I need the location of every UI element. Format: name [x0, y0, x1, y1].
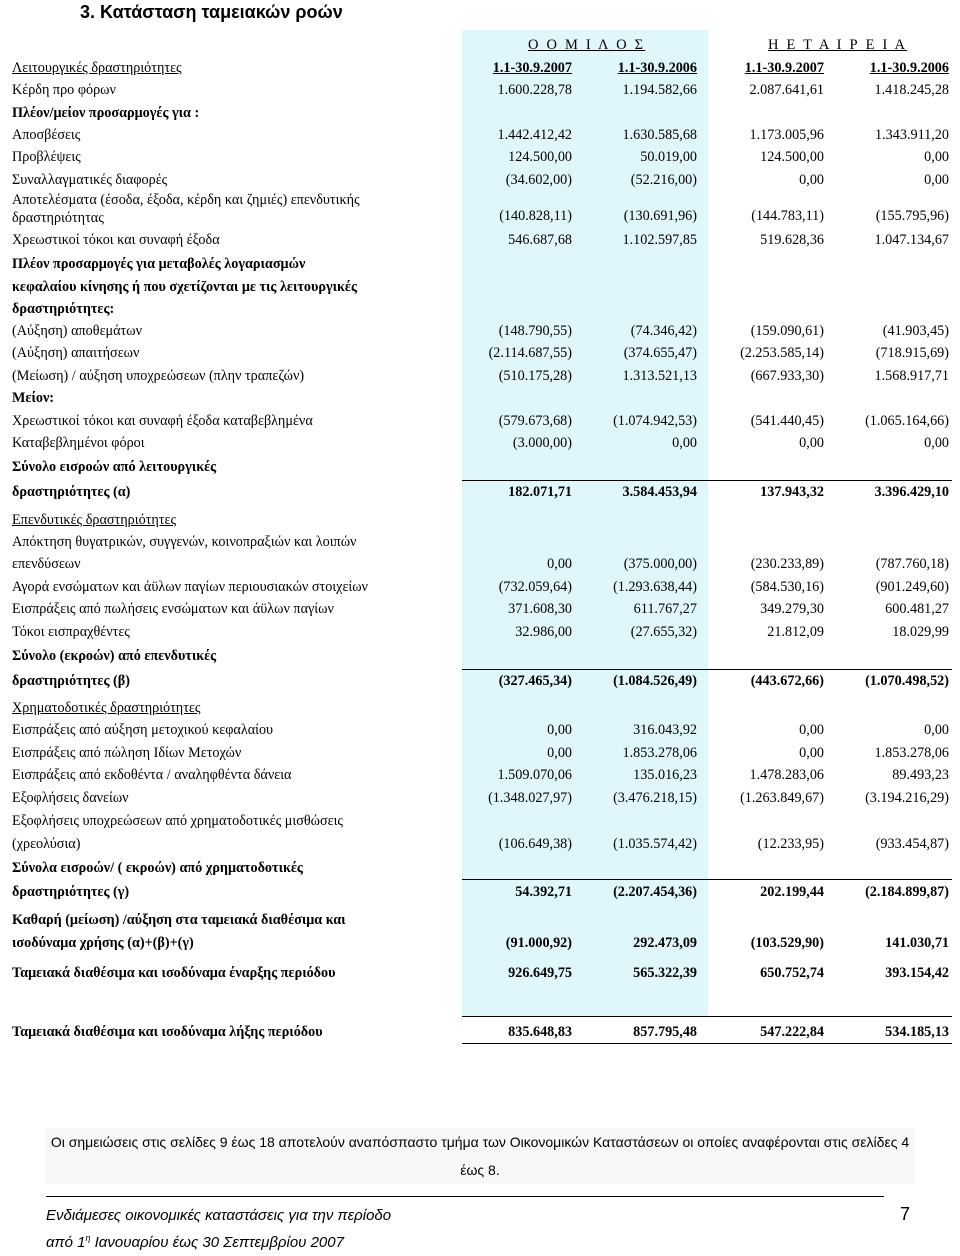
table-row	[0, 787, 960, 809]
group-2007-value: 32.986,00	[515, 624, 572, 640]
group-2007-value: (148.790,55)	[498, 323, 572, 339]
group-2007-value: 0,00	[547, 745, 572, 761]
company-2007-value: 1.478.283,06	[749, 767, 824, 783]
table-row	[0, 481, 960, 503]
company-2006-value: 0,00	[924, 149, 949, 165]
table-row	[0, 146, 960, 168]
row-label: Χρηματοδοτικές δραστηριότητες	[12, 700, 201, 716]
table-row	[0, 456, 960, 478]
group-2007-value: (579.673,68)	[498, 413, 572, 429]
company-2006-value: 0,00	[924, 722, 949, 738]
row-label: Αποσβέσεις	[12, 127, 81, 143]
group-2007-value: (1.348.027,97)	[488, 790, 572, 806]
company-2006-value: (41.903,45)	[882, 323, 949, 339]
row-label: κεφαλαίου κίνησης ή που σχετίζονται με τις λειτουργικές	[12, 279, 357, 295]
group-2006-value: 50.019,00	[640, 149, 697, 165]
group-2006-value: (3.476.218,15)	[613, 790, 697, 806]
company-2006-value: 534.185,13	[885, 1024, 949, 1040]
group-2006-value: (74.346,42)	[630, 323, 697, 339]
company-2006-value: (155.795,96)	[875, 208, 949, 224]
company-2007-value: 0,00	[799, 745, 824, 761]
row-label: (Μείωση) / αύξηση υποχρεώσεων (πλην τραπεζών)	[12, 368, 305, 384]
company-2007-value: 2.087.641,61	[749, 82, 824, 98]
group-2006-value: 3.584.453,94	[622, 484, 697, 500]
company-2007-value: 547.222,84	[760, 1024, 824, 1040]
table-row	[0, 253, 960, 275]
row-label: Σύνολο (εκροών) από επενδυτικές	[12, 648, 217, 664]
table-row	[0, 57, 960, 79]
group-2006-value: 1.194.582,66	[622, 82, 697, 98]
table-row	[0, 881, 960, 903]
group-2006-value: 1.313.521,13	[622, 368, 697, 384]
company-2006-value: 18.029,99	[892, 624, 949, 640]
group-2007-value: (3.000,00)	[512, 435, 572, 451]
company-2007-value: (667.933,30)	[750, 368, 824, 384]
company-2006-value: 1.568.917,71	[874, 368, 949, 384]
table-row	[0, 697, 960, 719]
footer-rule	[46, 1196, 884, 1197]
row-label: Απόκτηση θυγατρικών, συγγενών, κοινοπραξιών και λοιπών	[12, 534, 357, 550]
group-2007-value: 0,00	[547, 556, 572, 572]
company-2007-value: (2.253.585,14)	[740, 345, 824, 361]
group-2006-value: 1.102.597,85	[622, 232, 697, 248]
row-label: Εισπράξεις από πώληση Ιδίων Μετοχών	[12, 745, 242, 761]
group-2006-value: (375.000,00)	[623, 556, 697, 572]
page-number: 7	[900, 1204, 911, 1224]
table-row	[0, 857, 960, 879]
group-2006-value: 857.795,48	[633, 1024, 697, 1040]
company-2006-value: (787.760,18)	[875, 556, 949, 572]
company-2006-value: (1.065.164,66)	[865, 413, 949, 429]
row-label: δραστηριότητες (α)	[12, 484, 131, 500]
row-label: Ταμειακά διαθέσιμα και ισοδύναμα λήξης περιόδου	[12, 1024, 323, 1040]
group-2007-value: (91.000,92)	[505, 935, 572, 951]
group-2006-value: (1.293.638,44)	[613, 579, 697, 595]
row-label: Αποτελέσματα (έσοδα, έξοδα, κέρδη και ζημιές) επενδυτικής δραστηριότητας	[12, 192, 360, 226]
table-row	[0, 621, 960, 643]
company-2006-value: 1.1-30.9.2006	[869, 60, 949, 76]
company-2007-value: 1.1-30.9.2007	[744, 60, 824, 76]
company-2007-value: 0,00	[799, 172, 824, 188]
company-2006-value: 3.396.429,10	[874, 484, 949, 500]
table-row	[0, 810, 960, 832]
row-label: Πλέον/μείον προσαρμογές για :	[12, 105, 200, 121]
table-row	[0, 576, 960, 598]
row-label: Ταμειακά διαθέσιμα και ισοδύναμα έναρξης περιόδου	[12, 965, 336, 981]
footer-period-line2: από $1^\eta$ Ιανουαρίου έως 30 Σεπτεμβρίου 2007	[46, 1233, 344, 1251]
table-row	[0, 79, 960, 101]
group-2006-value: 1.630.585,68	[622, 127, 697, 143]
row-label: (Αύξηση) απαιτήσεων	[12, 345, 140, 361]
company-2006-value: 1.853.278,06	[874, 745, 949, 761]
group-2007-value: (327.465,34)	[498, 673, 572, 689]
table-row	[0, 932, 960, 954]
table-row	[0, 229, 960, 251]
table-row	[0, 833, 960, 855]
row-label: Λειτουργικές δραστηριότητες	[12, 60, 182, 76]
table-row	[0, 192, 960, 227]
table-row	[0, 531, 960, 553]
group-2007-value: 1.600.228,78	[497, 82, 572, 98]
company-2006-value: 393.154,42	[885, 965, 949, 981]
table-row	[0, 764, 960, 786]
company-2006-value: (933.454,87)	[875, 836, 949, 852]
group-2006-value: (1.084.526,49)	[613, 673, 697, 689]
row-label: Σύνολα εισροών/ ( εκροών) από χρηματοδοτικές	[12, 860, 303, 876]
table-row	[0, 962, 960, 984]
row-label: δραστηριότητες:	[12, 301, 115, 317]
row-label: Συναλλαγματικές διαφορές	[12, 172, 168, 188]
company-2007-value: 0,00	[799, 435, 824, 451]
company-2007-value: (144.783,11)	[751, 208, 824, 224]
group-2007-value: 926.649,75	[508, 965, 572, 981]
group-2006-value: 565.322,39	[633, 965, 697, 981]
row-label: Εξοφλήσεις δανείων	[12, 790, 129, 806]
table-row	[0, 365, 960, 387]
group-2006-value: 1.1-30.9.2006	[617, 60, 697, 76]
table-row	[0, 102, 960, 124]
group-2006-value: (130.691,96)	[623, 208, 697, 224]
company-2006-value: (3.194.216,29)	[865, 790, 949, 806]
table-row	[0, 742, 960, 764]
company-2007-value: (230.233,89)	[750, 556, 824, 572]
company-2007-value: (1.263.849,67)	[740, 790, 824, 806]
row-label: Επενδυτικές δραστηριότητες	[12, 512, 177, 528]
group-2007-value: 124.500,00	[508, 149, 572, 165]
row-label: Εισπράξεις από πωλήσεις ενσώματων και άϋλων παγίων	[12, 601, 334, 617]
table-row	[0, 432, 960, 454]
group-2007-value: 835.648,83	[508, 1024, 572, 1040]
table-row	[0, 298, 960, 320]
group-2006-value: (1.074.942,53)	[613, 413, 697, 429]
total-rule	[462, 1043, 952, 1044]
row-label: ισοδύναμα χρήσης (α)+(β)+(γ)	[12, 935, 194, 951]
row-label: Προβλέψεις	[12, 149, 81, 165]
row-label: επενδύσεων	[12, 556, 81, 572]
table-row	[0, 124, 960, 146]
group-2006-value: 292.473,09	[633, 935, 697, 951]
company-2007-value: 1.173.005,96	[749, 127, 824, 143]
company-2007-value: 124.500,00	[760, 149, 824, 165]
company-2006-value: (901.249,60)	[875, 579, 949, 595]
company-2006-value: (2.184.899,87)	[865, 884, 949, 900]
row-label: Εξοφλήσεις υποχρεώσεων από χρηματοδοτικές μισθώσεις	[12, 813, 344, 829]
table-row	[0, 342, 960, 364]
row-label: δραστηριότητες (γ)	[12, 884, 130, 900]
table-row	[0, 410, 960, 432]
group-2007-value: 0,00	[547, 722, 572, 738]
company-2007-value: 21.812,09	[767, 624, 824, 640]
row-label: Καθαρή (μείωση) /αύξηση στα ταμειακά διαθέσιμα και	[12, 912, 346, 928]
company-2007-value: 137.943,32	[760, 484, 824, 500]
table-row	[0, 509, 960, 531]
group-header: Ο Ο Μ Ι Λ Ο Σ	[528, 37, 646, 53]
company-header: Η Ε Τ Α Ι Ρ Ε Ι Α	[768, 37, 908, 53]
company-2007-value: (443.672,66)	[750, 673, 824, 689]
company-2007-value: 202.199,44	[760, 884, 824, 900]
row-label: Κέρδη προ φόρων	[12, 82, 116, 98]
total-rule	[462, 1016, 952, 1017]
group-2007-value: (34.602,00)	[505, 172, 572, 188]
row-label: Εισπράξεις από αύξηση μετοχικού κεφαλαίου	[12, 722, 274, 738]
company-2006-value: 89.493,23	[892, 767, 949, 783]
company-2006-value: (1.070.498,52)	[865, 673, 949, 689]
group-2007-value: 371.608,30	[508, 601, 572, 617]
group-2007-value: 182.071,71	[508, 484, 572, 500]
group-2007-value: 1.442.412,42	[497, 127, 572, 143]
table-row	[0, 320, 960, 342]
total-rule	[462, 879, 952, 880]
row-label: Χρεωστικοί τόκοι και συναφή έξοδα	[12, 232, 220, 248]
notes-reference: Οι σημειώσεις στις σελίδες 9 έως 18 αποτελούν αναπόσπαστο τμήμα των Οικονομικών Καταστάσεων οι οποίες αναφέρονται στις σελίδες 4 έως 8.	[45, 1128, 915, 1184]
group-2007-value: 1.1-30.9.2007	[492, 60, 572, 76]
table-row	[0, 670, 960, 692]
group-2006-value: 611.767,27	[633, 601, 697, 617]
table-row	[0, 598, 960, 620]
company-2007-value: 349.279,30	[760, 601, 824, 617]
table-row	[0, 719, 960, 741]
table-row	[0, 169, 960, 191]
company-2007-value: 650.752,74	[760, 965, 824, 981]
table-row	[0, 909, 960, 931]
group-2007-value: 546.687,68	[508, 232, 572, 248]
table-row	[0, 645, 960, 667]
company-2007-value: 0,00	[799, 722, 824, 738]
company-2006-value: 141.030,71	[885, 935, 949, 951]
group-2006-value: 316.043,92	[633, 722, 697, 738]
group-2007-value: (140.828,11)	[499, 208, 572, 224]
row-label: Εισπράξεις από εκδοθέντα / αναληφθέντα δάνεια	[12, 767, 292, 783]
company-2006-value: 1.418.245,28	[874, 82, 949, 98]
row-label: (χρεολύσια)	[12, 836, 81, 852]
company-2006-value: 1.047.134,67	[874, 232, 949, 248]
group-2006-value: (27.655,32)	[630, 624, 697, 640]
company-2006-value: 0,00	[924, 172, 949, 188]
company-2007-value: (541.440,45)	[750, 413, 824, 429]
group-2006-value: 1.853.278,06	[622, 745, 697, 761]
table-row	[0, 387, 960, 409]
group-2006-value: 0,00	[672, 435, 697, 451]
company-2007-value: (12.233,95)	[757, 836, 824, 852]
group-2006-value: (52.216,00)	[630, 172, 697, 188]
group-2007-value: 1.509.070,06	[497, 767, 572, 783]
row-label: δραστηριότητες (β)	[12, 673, 130, 689]
group-2007-value: (106.649,38)	[498, 836, 572, 852]
row-label: Σύνολο εισροών από λειτουργικές	[12, 459, 217, 475]
company-2006-value: 0,00	[924, 435, 949, 451]
table-row	[0, 553, 960, 575]
page-title: 3. Κατάσταση ταμειακών ροών	[80, 2, 343, 22]
group-2006-value: (374.655,47)	[623, 345, 697, 361]
total-rule	[462, 669, 952, 670]
company-2006-value: 1.343.911,20	[875, 127, 949, 143]
row-label: (Αύξηση) αποθεμάτων	[12, 323, 143, 339]
table-row	[0, 276, 960, 298]
company-2007-value: (103.529,90)	[750, 935, 824, 951]
company-2006-value: 600.481,27	[885, 601, 949, 617]
total-rule	[462, 480, 952, 481]
group-2006-value: (2.207.454,36)	[613, 884, 697, 900]
company-2007-value: 519.628,36	[760, 232, 824, 248]
table-row	[0, 1021, 960, 1043]
row-label: Τόκοι εισπραχθέντες	[12, 624, 130, 640]
row-label: Μείον:	[12, 390, 55, 406]
group-2007-value: 54.392,71	[515, 884, 572, 900]
company-2007-value: (584.530,16)	[750, 579, 824, 595]
group-2006-value: (1.035.574,42)	[613, 836, 697, 852]
group-2006-value: 135.016,23	[633, 767, 697, 783]
group-2007-value: (732.059,64)	[498, 579, 572, 595]
company-2007-value: (159.090,61)	[750, 323, 824, 339]
company-2006-value: (718.915,69)	[875, 345, 949, 361]
row-label: Καταβεβλημένοι φόροι	[12, 435, 145, 451]
row-label: Χρεωστικοί τόκοι και συναφή έξοδα καταβεβλημένα	[12, 413, 313, 429]
row-label: Αγορά ενσώματων και άϋλων παγίων περιουσιακών στοιχείων	[12, 579, 368, 595]
footer-period-line1: Ενδιάμεσες οικονομικές καταστάσεις για την περίοδο	[46, 1207, 392, 1224]
group-2007-value: (2.114.687,55)	[488, 345, 572, 361]
row-label: Πλέον προσαρμογές για μεταβολές λογαριασμών	[12, 256, 306, 272]
group-2007-value: (510.175,28)	[498, 368, 572, 384]
